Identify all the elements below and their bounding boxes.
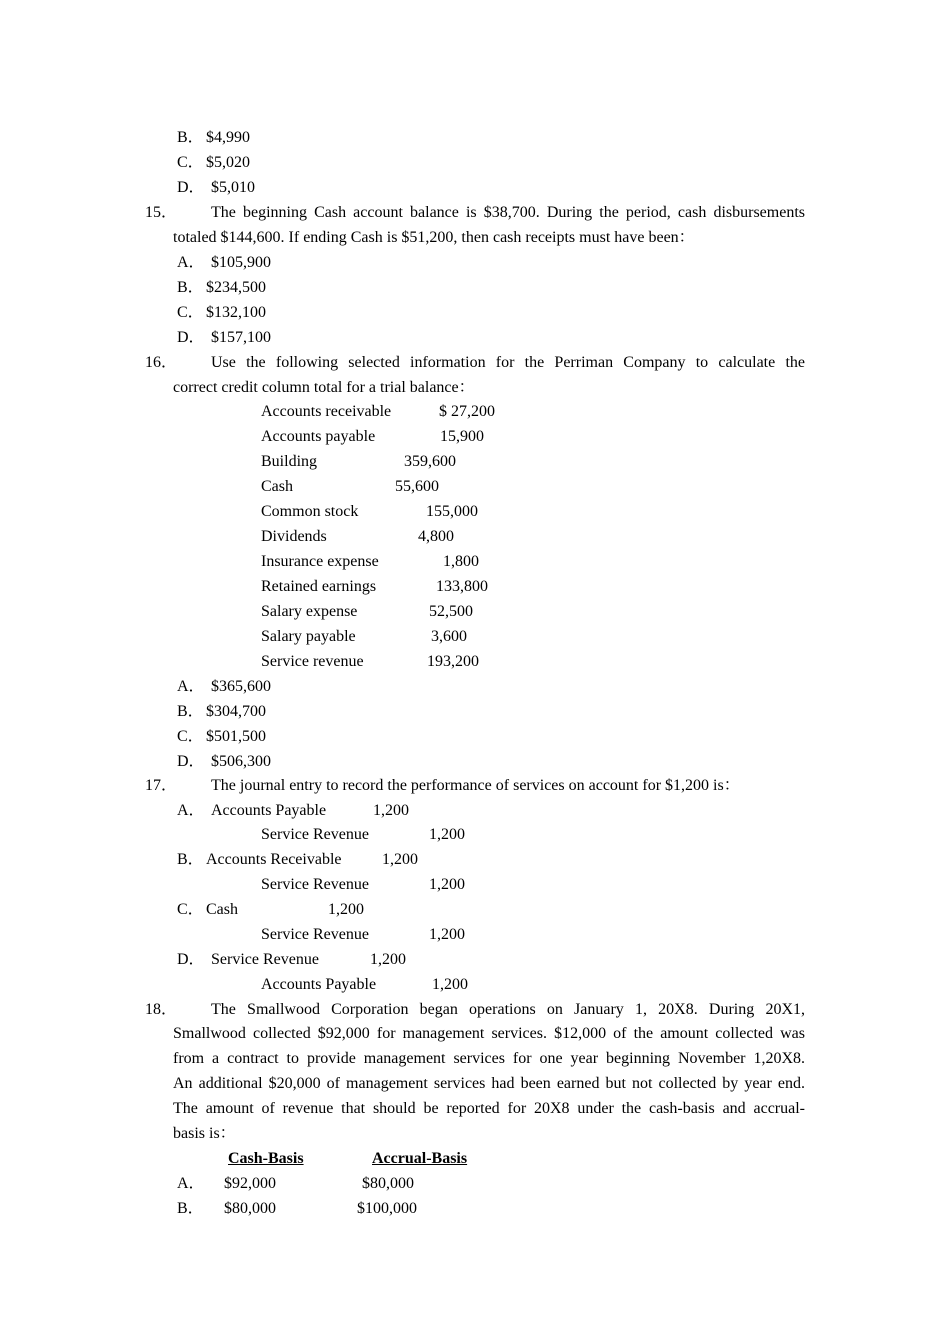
col-header-cash-basis: Cash-Basis	[228, 1150, 304, 1167]
q16-number: 16．	[145, 354, 178, 371]
q15-number: 15．	[145, 204, 178, 221]
q18-number: 18．	[145, 1001, 178, 1018]
document-page: B． $4,990 C． $5,020 D． $5,010 15． The beginning Cash account balance is $38,700. During the period, cash disbursements totaled $144,600. If ending Cash is $51,200, then cash receipts must have been： A． $105,900 B． $234,500 C． $132,100 D． $157,100 16． Use the following selected information for the Perriman Company to calculate the correct credit column total for a trial balance： Accounts receivable $ 27,200 Accounts payable 15,900 Building 359,600 Cash 55,600 Common stock 155,000 Dividends 4,800 Insurance expense 1,800 Retained earnings 133,800 Salary expense 52,500 Salary payable 3,600 Service revenue 193,200 A． $365,600 B． $304,700 C． $501,500 D． $506,300 17． The journal entry to record the performance of services on account for $1,200 is： A． Accounts Payable 1,200 Service Revenue 1,200 B． Accounts Receivable 1,200 Service Revenue 1,200 C． Cash 1,200 Service Revenue 1,200 D． Service Revenue 1,200 Accounts Payable 1,200 18． The Smallwood Corporation began operations on January 1, 20X8. During 20X1, Smallwood collected $92,000 for management services. $12,000 of the amount collected was from a contract to provide management services for one year beginning November 1,20X8. An additional $20,000 of management services had been earned but not collected by year end. The amount of revenue that should be reported for 20X8 under the cash-basis and accrual- basis is： Cash-Basis Accrual-Basis A． $92,000 $80,000 B． $80,000 $100,000	[145, 129, 805, 1217]
q17-number: 17．	[145, 777, 178, 794]
col-header-accrual-basis: Accrual-Basis	[372, 1150, 468, 1167]
